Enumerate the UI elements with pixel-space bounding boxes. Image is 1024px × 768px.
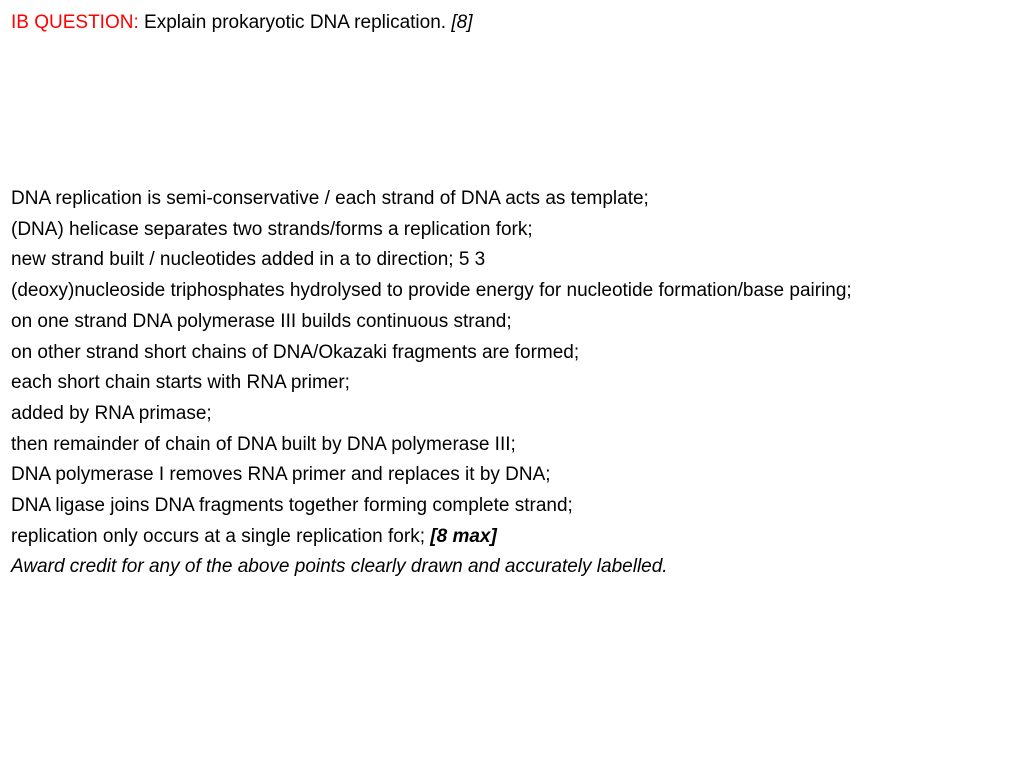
markscheme-point: replication only occurs at a single replication fork; — [11, 525, 425, 547]
markscheme-point: DNA replication is semi-conservative / each strand of DNA acts as template; — [11, 188, 649, 209]
question-text: Explain prokaryotic DNA replication. — [144, 12, 447, 33]
markscheme-point: each short chain starts with RNA primer; — [11, 372, 350, 394]
markscheme-point: on one strand DNA polymerase III builds continuous strand; — [11, 310, 512, 332]
markscheme-point: (deoxy)nucleoside triphosphates hydrolysed to provide energy for nucleotide formation/base pairing; — [11, 280, 852, 302]
markscheme-point: DNA polymerase I removes RNA primer and replaces it by DNA; — [11, 464, 551, 486]
max-marks: [8 max] — [430, 525, 497, 547]
markscheme-point: new strand built / nucleotides added in a to direction; 5 3 — [11, 249, 486, 271]
question-label: IB QUESTION: — [11, 12, 139, 33]
markscheme-note: Award credit for any of the above points clearly drawn and accurately labelled. — [11, 556, 668, 578]
markscheme-point: added by RNA primase; — [11, 402, 212, 424]
markscheme-point: DNA ligase joins DNA fragments together forming complete strand; — [11, 495, 573, 517]
question-marks: [8] — [451, 12, 473, 33]
markscheme-point: then remainder of chain of DNA built by DNA polymerase III; — [11, 433, 516, 455]
markscheme-point: on other strand short chains of DNA/Okazaki fragments are formed; — [11, 341, 580, 363]
markscheme-point: (DNA) helicase separates two strands/forms a replication fork; — [11, 218, 533, 240]
question-heading — [11, 9, 472, 37]
markscheme-last-point-row — [11, 522, 1011, 553]
markscheme — [11, 184, 1011, 583]
